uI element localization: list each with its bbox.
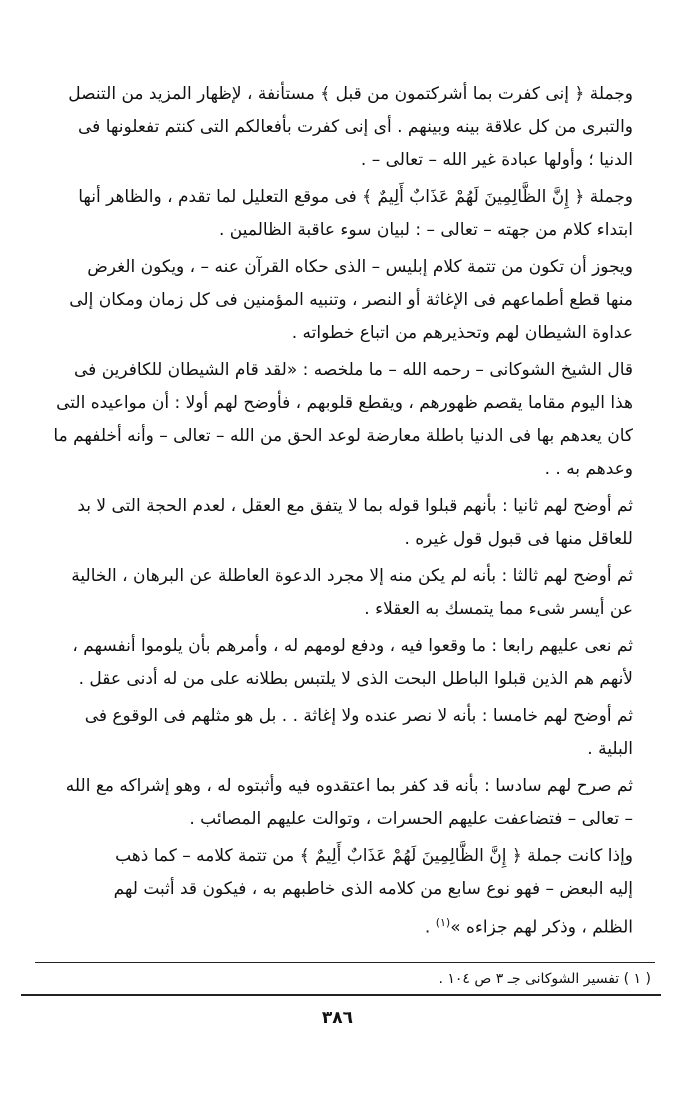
footnote-marker: (١) — [435, 916, 451, 929]
page-bottom-rule — [21, 994, 661, 996]
text-line: ثم صرح لهم سادسا : بأنه قد كفر بما اعتقدوه فيه وأثبتوه له ، وهو إشراكه مع الله — [65, 776, 633, 796]
text-line: للعاقل منها فى قبول قول غيره . — [404, 529, 633, 549]
text-line: ابتداء كلام من جهته – تعالى – : لبيان سوء عاقبة الظالمين . — [219, 220, 633, 240]
text-line: عن أيسر شىء مما يتمسك به العقلاء . — [364, 599, 633, 619]
page-number: ٣٨٦ — [321, 1008, 354, 1028]
text-line: قال الشيخ الشوكانى – رحمه الله – ما ملخصه : «لقد قام الشيطان للكافرين فى — [74, 360, 633, 380]
text-line: عداوة الشيطان لهم وتحذيرهم من اتباع خطواته . — [291, 323, 633, 343]
text-line: ثم نعى عليهم رابعا : ما وقعوا فيه ، ودفع لومهم له ، وأمرهم بأن يلوموا أنفسهم ، — [72, 636, 633, 656]
text-line: منها قطع أطماعهم فى الإغاثة أو النصر ، وتنبيه المؤمنين فى كل زمان ومكان إلى — [69, 290, 633, 310]
text-line: وعدهم به . . — [544, 459, 633, 479]
text-line: ويجوز أن تكون من تتمة كلام إبليس – الذى حكاه القرآن عنه – ، ويكون الغرض — [87, 257, 633, 277]
text-line: الظلم ، وذكر لهم جزاءه » — [450, 917, 633, 938]
text-line: البلية . — [587, 739, 633, 759]
footnote: ( ١ ) تفسير الشوكانى جـ ٣ ص ١٠٤ . — [438, 971, 651, 987]
text-line: – تعالى – فتضاعفت عليهم الحسرات ، وتوالت عليهم المصائب . — [189, 809, 633, 829]
paragraph-10 — [35, 840, 655, 945]
text-line: إليه البعض – فهو نوع سابع من كلامه الذى خاطبهم به ، فيكون قد أثبت لهم — [113, 879, 633, 899]
paragraph-1 — [35, 78, 655, 177]
paragraph-8 — [35, 700, 655, 766]
line-tail: . — [424, 917, 436, 938]
text-line: والتبرى من كل علاقة بينه وبينهم . أى إنى كفرت بأفعالكم التى كنتم تفعلونها فى — [78, 117, 633, 137]
text-line: وجملة ﴿ إِنَّ الظَّالِمِينَ لَهُمْ عَذَابٌ أَلِيمٌ ﴾ فى موقع التعليل لما تقدم ، والظاهر أنها — [78, 187, 633, 207]
text-line: هذا اليوم مقاما يقصم ظهورهم ، ويقطع قلوبهم ، فأوضح لهم أولا : أن مواعيده التى — [56, 393, 633, 413]
paragraph-2 — [35, 181, 655, 247]
text-line: وجملة ﴿ إنى كفرت بما أشركتمون من قبل ﴾ مستأنفة ، لإظهار المزيد من التنصل — [68, 84, 633, 104]
text-line: وإذا كانت جملة ﴿ إِنَّ الظَّالِمِينَ لَهُمْ عَذَابٌ أَلِيمٌ ﴾ من تتمة كلامه – كما ذهب — [115, 846, 633, 866]
text-line: لأنهم هم الذين قبلوا الباطل البحت الذى لا يلتبس بطلانه على من له أدنى عقل . — [78, 669, 633, 689]
text-line: ثم أوضح لهم خامسا : بأنه لا نصر عنده ولا إغاثة . . بل هو مثلهم فى الوقوع فى — [84, 706, 633, 726]
paragraph-9 — [35, 770, 655, 836]
paragraph-7 — [35, 630, 655, 696]
paragraph-4 — [35, 354, 655, 486]
paragraph-3 — [35, 251, 655, 350]
text-line: ثم أوضح لهم ثانيا : بأنهم قبلوا قوله بما لا يتفق مع العقل ، لعدم الحجة التى لا بد — [77, 496, 633, 516]
paragraph-5 — [35, 490, 655, 556]
paragraph-6 — [35, 560, 655, 626]
text-line: ثم أوضح لهم ثالثا : بأنه لم يكن منه إلا مجرد الدعوة العاطلة عن البرهان ، الخالية — [71, 566, 633, 586]
text-line: كان يعدهم بها فى الدنيا باطلة معارضة لوعد الحق من الله – تعالى – وأنه أخلفهم ما — [53, 426, 633, 446]
text-line: الدنيا ؛ وأولها عبادة غير الله – تعالى – . — [360, 150, 633, 170]
footnote-divider — [35, 962, 655, 963]
page-body — [35, 78, 655, 949]
text-line-with-footnote — [35, 906, 655, 945]
